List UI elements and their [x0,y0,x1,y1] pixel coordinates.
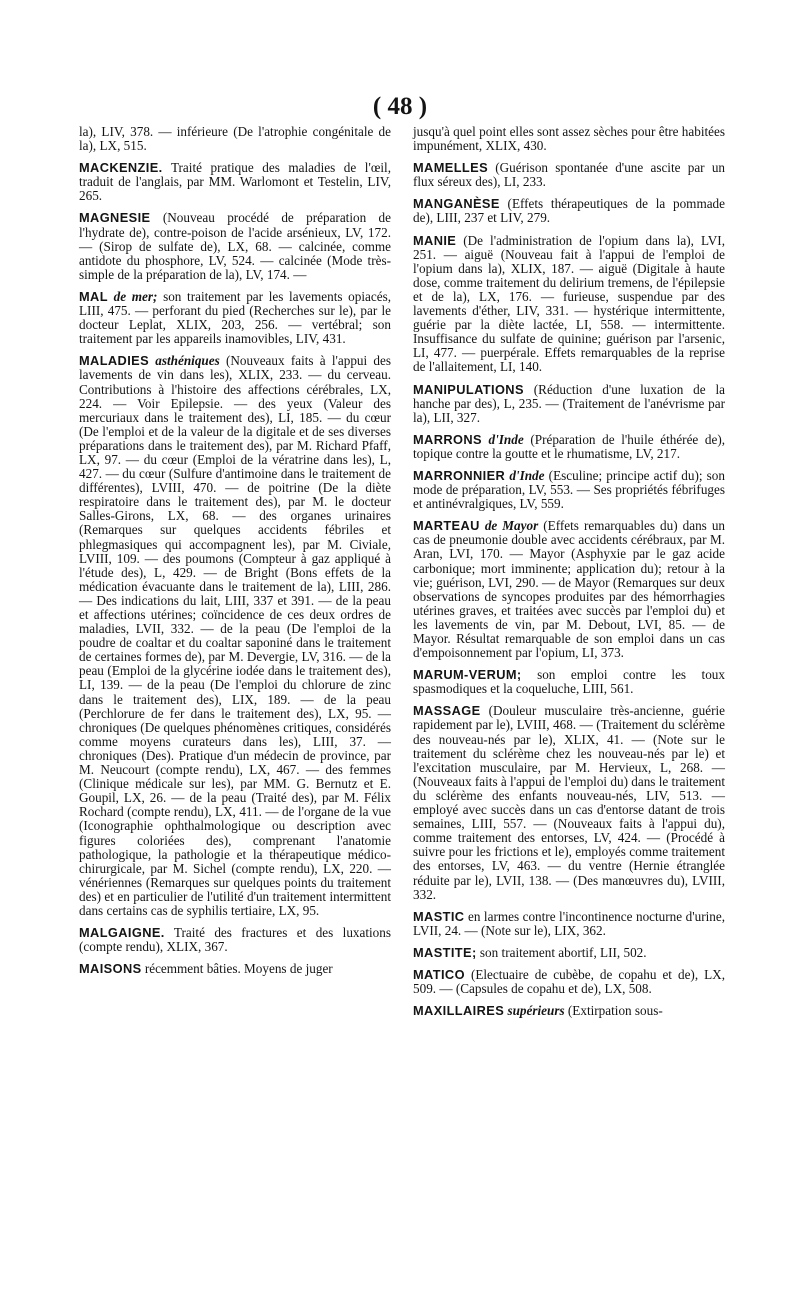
index-entry [79,354,391,918]
index-entry [413,946,725,960]
index-entry [413,1004,725,1018]
entry-subhead: asthéniques [155,353,220,369]
index-entry [79,125,391,153]
entry-text: (Nouveau procédé de préparation de l'hydrate de), contre-poison de l'acide arsénieux, LV, 172. — (Sirop de sulfate de), LX, 68. — calcinée, comme antidote du phosphore, LV, 524. — calcinée (Mode très-simple de la préparation de la), LV, 174. — [79,210,391,282]
entry-headword: MARUM-VERUM; [413,667,522,683]
entry-headword: MAXILLAIRES [413,1003,505,1019]
right-column [413,125,725,1026]
index-entry [413,910,725,938]
entry-headword: MASSAGE [413,703,481,719]
left-column [79,125,391,984]
entry-headword: MAMELLES [413,160,489,176]
index-entry [413,197,725,225]
entry-subhead: de mer; [113,288,158,304]
entry-text: son traitement abortif, LII, 502. [479,944,647,960]
entry-text: (Effets thérapeutiques de la pommade de), LIII, 237 et LIV, 279. [413,196,726,226]
index-entry [413,668,725,696]
entry-headword: MALADIES [79,353,150,369]
entry-text: (Esculine; principe actif du); son mode de préparation, LV, 553. — Ses propriétés fébrifuges et antinévralgiques, LV, 559. [413,467,725,512]
entry-text: (Préparation de l'huile éthérée de), topique contre la goutte et le rhumatisme, LV, 217. [413,431,726,461]
entry-text: (Effets remarquables du) dans un cas de pneumonie double avec accidents cérébraux, par M. Aran, LVI, 170. — Mayor (Asphyxie par le gaz acide carbonique; mort imminente; application du); retour à la vie; guérison, LVI, 290. — de Mayor (Remarques sur deux observations de syncopes produites par des hémorrhagies utérines graves, et traitées avec succès par l'emploi du) et les lavements de vin, par M. Debout, LVI, 85. — de Mayor. Résultat remarquable de son emploi dans un cas d'empoisonnement par l'opium, LI, 373. [413,518,726,661]
entry-text: son traitement par les lavements opiacés, LIII, 475. — perforant du pied (Recherches sur le), par le docteur Leplat, XLIX, 203, 256. — vertébral; son traitement par les appareils inamovibles, LIV, 431. [79,288,392,347]
entry-headword: MANIE [413,232,457,248]
entry-subhead: de Mayor [484,518,539,534]
entry-headword: MATICO [413,966,465,982]
index-entry [79,290,391,346]
entry-text: (Extirpation sous- [567,1003,663,1019]
entry-text: récemment bâties. Moyens de juger [144,961,333,977]
index-entry [79,962,391,976]
index-entry [413,968,725,996]
entry-text: (De l'administration de l'opium dans la), LVI, 251. — aiguë (Nouveau fait à l'appui de l'emploi de l'opium dans la), XLIX, 187. — aiguë (Digitale à haute dose, comme traitement du delirium tremens, de l'épilepsie et de la), LX, 176. — furieuse, suspendue par des lavements d'éther, LIV, 331. — hystérique intermittente, guérie par la diète lactée, LI, 558. — intermittente. Insuffisance du sulfate de quinine; guérison par l'arsenic, LI, 477. — puerpérale. Effets remarquables de la reprise de l'allaitement, LI, 140. [413,232,726,375]
entry-subhead: d'Inde [488,431,524,447]
entry-headword: MANIPULATIONS [413,381,524,397]
entry-headword: MASTITE; [413,944,477,960]
index-entry [413,704,725,901]
entry-headword: MARTEAU [413,518,480,534]
index-entry [79,161,391,203]
entry-headword: MARRONNIER [413,467,506,483]
entry-headword: MAISONS [79,961,142,977]
entry-text: (Douleur musculaire très-ancienne, guérie rapidement par le), LVIII, 468. — (Traitement du sclérème des nouveau-nés par le), XLIX, 41. — (Note sur le traitement du sclérème chez les nouveau-nés par le) et l'excitation musculaire, par M. Hervieux, L, 268. — (Nouveaux faits à l'appui de l'emploi du) dans le traitement du sclérème des enfants nouveau-nés, LIV, 513. — employé avec succès dans un cas d'entorse datant de trois semaines, LIII, 557. — (Nouveaux faits à l'appui du), comme traitement des entorses, LV, 424. — (Procédé à suivre pour les frictions et le), employés comme traitement des entorses, LV, 463. — du ventre (Hernie étranglée réduite par le), LVII, 138. — (Des manœuvres du), LVIII, 332. [413,703,726,902]
entry-text: (Nouveaux faits à l'appui des lavements de vin dans les), XLIX, 233. — du cerveau. Contributions à l'histoire des affections cérébrales, LX, 224. — Voir Epilepsie. — des yeux (Valeur des mercuriaux dans le traitement des), LI, 185. — du cœur (De l'emploi et de la valeur de la digitale et de ses diverses préparations dans le traitement des), par M. Richard Pfaff, LX, 97. — du cœur (Emploi de la vératrine dans les), L, 427. — du cœur (Sulfure d'antimoine dans le traitement de différentes), LVIII, 470. — de poitrine (De la diète respiratoire dans le traitement des), par M. le docteur Salles-Girons, LX, 68. — des organes urinaires (Remarques sur quelques accidents fébriles et phlegmasiques qui accompagnent les), par M. Civiale, LVIII, 109. — des poumons (Compteur à gaz appliqué à l'étude des), L, 429. — de Bright (Bons effets de la médication évacuante dans le traitement de la), LIII, 286. — Des indications du lait, LIII, 337 et 391. — de la peau et affections utérines; coïncidence de ces deux ordres de maladies, LVII, 332. — de la peau (De l'emploi de la poudre de coaltar et du coaltar saponiné dans le traitement de certaines formes de), par M. Devergie, LV, 316. — de la peau (Emploi de la glycérine iodée dans le traitement des), LI, 139. — de la peau (De l'emploi du chlorure de zinc dans le traitement des), LIX, 189. — de la peau (Perchlorure de fer dans le traitement des), LX, 95. — chroniques (De quelques phénomènes critiques, considérés comme moyens curateurs dans les), LIII, 37. — chroniques (Des). Pratique d'un médecin de province, par M. Neucourt (compte rendu), LX, 467. — des femmes (Clinique médicale sur les), par MM. G. Bernutz et E. Goupil, LX, 26. — de la peau (Traité des), par M. Félix Rochard (compte rendu), LX, 411. — de l'organe de la vue (Iconographie ophthalmologique ou description avec figures coloriées des), comprenant l'anatomie pathologique, la pathologie et la thérapeutique médico-chirurgicale, par M. Sichel (compte rendu), LX, 220. — vénériennes (Remarques sur quelques points du traitement des) et en particulier de l'utilité d'un traitement intermittent dans certains cas de syphilis tertiaire, LX, 95. [79,353,391,918]
entry-headword: MASTIC [413,908,465,924]
entry-headword: MACKENZIE. [79,160,163,176]
entry-subhead: d'Inde [509,467,545,483]
entry-headword: MAGNESIE [79,210,151,226]
index-entry [79,211,391,281]
index-entry [413,125,725,153]
index-entry [413,469,725,511]
entry-text: son emploi contre les toux spasmodiques et la coqueluche, LIII, 561. [413,667,725,697]
entry-text: la), LIV, 378. — inférieure (De l'atrophie congénitale de la), LX, 515. [79,124,391,154]
index-entry [413,519,725,660]
entry-text: (Réduction d'une luxation de la hanche par des), L, 235. — (Traitement de l'anévrisme par la), LII, 327. [413,381,726,425]
entry-subhead: supérieurs [507,1003,565,1019]
entry-text: (Guérison spontanée d'une ascite par un flux séreux des), LI, 233. [413,160,726,190]
entry-text: Traité des fractures et des luxations (compte rendu), XLIX, 367. [79,925,392,955]
entry-headword: MANGANÈSE [413,196,500,212]
entry-headword: MAL [79,288,108,304]
entry-text: en larmes contre l'incontinence nocturne d'urine, LVII, 24. — (Note sur le), LIX, 362. [413,908,725,938]
entry-text: (Electuaire de cubèbe, de copahu et de), LX, 509. — (Capsules de copahu et de), LX, 508. [413,966,725,997]
index-entry [413,161,725,189]
index-entry [413,234,725,375]
index-entry [413,433,725,461]
entry-headword: MARRONS [413,431,482,447]
entry-text: jusqu'à quel point elles sont assez sèches pour être habitées impunément, XLIX, 430. [413,124,725,154]
entry-headword: MALGAIGNE. [79,925,165,941]
page-number: ( 48 ) [372,93,428,120]
index-entry [79,926,391,954]
index-entry [413,383,725,425]
entry-text: Traité pratique des maladies de l'œil, traduit de l'anglais, par MM. Warlomont et Testelin, LIV, 265. [79,160,391,204]
